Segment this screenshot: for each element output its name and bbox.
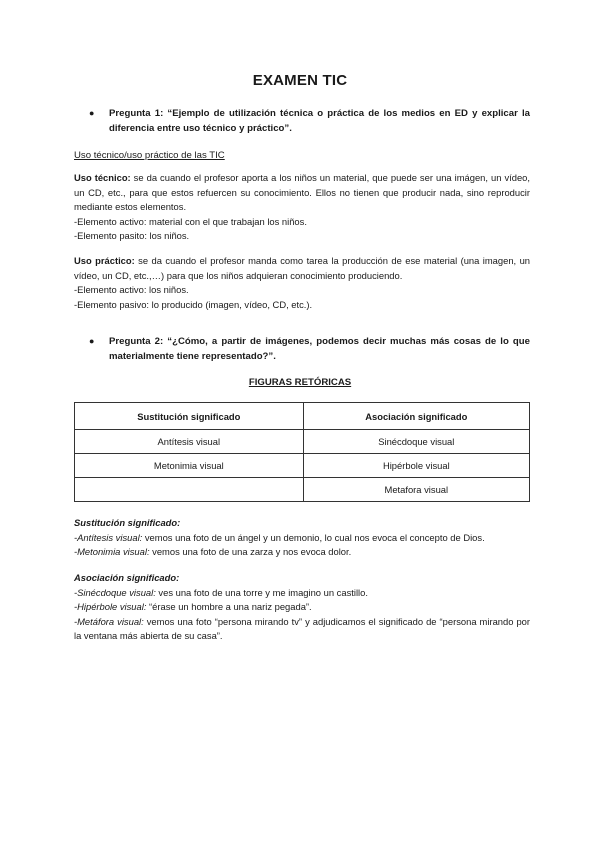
question-1-label: Pregunta 1 <box>109 108 161 119</box>
table-cell: Hipérbole visual <box>303 454 529 478</box>
asociacion-section <box>74 571 530 644</box>
table-cell: Sinécdoque visual <box>303 430 529 454</box>
list-item <box>74 586 530 601</box>
uso-practico-label: Uso práctico: <box>74 255 135 266</box>
sustitucion-term: -Metonimia visual: <box>74 546 150 557</box>
asociacion-desc: “érase un hombre a una nariz pegada”. <box>146 601 312 612</box>
sustitucion-term: -Antítesis visual: <box>74 531 143 543</box>
list-item <box>74 545 530 560</box>
question-2-body: : “¿Cómo, a partir de imágenes, podemos decir muchas más cosas de lo que materialmente tiene representado?”. <box>109 336 530 362</box>
section-heading-uso: Uso técnico/uso práctico de las TIC <box>74 150 225 161</box>
heading-colon: : <box>177 517 181 528</box>
table-row <box>75 454 530 478</box>
uso-tecnico-paragraph <box>74 171 530 244</box>
figuras-table <box>74 402 530 502</box>
asociacion-desc: vemos una foto “persona mirando tv” y adjudicamos el significado de “persona mirando por la ventana más abierta de su casa”. <box>74 615 531 641</box>
table-row <box>75 430 530 454</box>
question-1-body: : “Ejemplo de utilización técnica o práctica de los medios en ED y explicar la diferencia entre uso técnico y práctico”. <box>109 108 530 134</box>
question-2 <box>89 334 530 364</box>
asociacion-term: -Metáfora visual: <box>74 615 144 627</box>
uso-tecnico-text <box>74 171 530 215</box>
question-1 <box>89 106 530 136</box>
sustitucion-desc: vemos una foto de un ángel y un demonio, lo cual nos evoca el concepto de Dios. <box>142 531 485 543</box>
asociacion-term: -Hipérbole visual: <box>74 601 147 612</box>
sustitucion-desc: vemos una foto de una zarza y nos evoca dolor. <box>149 546 352 557</box>
list-item <box>74 615 530 644</box>
sustitucion-section <box>74 516 530 560</box>
bullet-icon: ● <box>89 108 95 118</box>
table-header-row <box>75 403 530 430</box>
asociacion-heading-text: Asociación significado <box>74 572 177 583</box>
uso-practico-body: se da cuando el profesor manda como tarea la producción de ese material (una imagen, un vídeo, un CD, etc.,…) para que los niños adquieran conocimiento produciendo. <box>74 255 530 281</box>
uso-practico-pasivo: -Elemento pasivo: lo producido (imagen, vídeo, CD, etc.). <box>74 298 313 310</box>
table-header-cell: Asociación significado <box>303 403 529 430</box>
uso-practico-text <box>74 254 530 283</box>
table-cell: Antítesis visual <box>75 430 304 454</box>
figuras-title: FIGURAS RETÓRICAS <box>248 377 352 388</box>
uso-tecnico-activo: -Elemento activo: material con el que trabajan los niños. <box>74 215 307 227</box>
sustitucion-heading <box>74 516 530 531</box>
question-2-text <box>109 334 530 364</box>
asociacion-heading <box>74 571 530 586</box>
list-item <box>74 600 530 615</box>
table-cell: Metonimia visual <box>75 454 304 478</box>
uso-tecnico-body: se da cuando el profesor aporta a los niños un material, que puede ser una imágen, un vídeo, un CD, etc., para que estos refuercen su conocimiento. Ellos no tienen que producir nada, sino reproducir mediante estos elementos. <box>74 172 530 212</box>
table-cell <box>75 478 304 502</box>
asociacion-term: -Sinécdoque visual: <box>74 586 156 598</box>
uso-tecnico-label: Uso técnico: <box>74 172 131 183</box>
asociacion-desc: ves una foto de una torre y me imagino un castillo. <box>155 586 368 598</box>
table-cell: Metafora visual <box>303 478 529 502</box>
uso-tecnico-pasivo: -Elemento pasito: los niños. <box>74 230 190 241</box>
uso-practico-activo: -Elemento activo: los niños. <box>74 284 189 295</box>
question-2-label: Pregunta 2 <box>109 336 161 347</box>
sustitucion-heading-text: Sustitución significado <box>74 517 178 528</box>
uso-practico-paragraph <box>74 254 530 312</box>
bullet-icon: ● <box>89 336 95 346</box>
question-1-text <box>109 106 530 136</box>
page-title: EXAMEN TIC <box>252 72 348 89</box>
list-item <box>74 531 530 546</box>
heading-colon: : <box>176 572 180 583</box>
table-row <box>75 478 530 502</box>
table-header-cell: Sustitución significado <box>75 403 304 430</box>
